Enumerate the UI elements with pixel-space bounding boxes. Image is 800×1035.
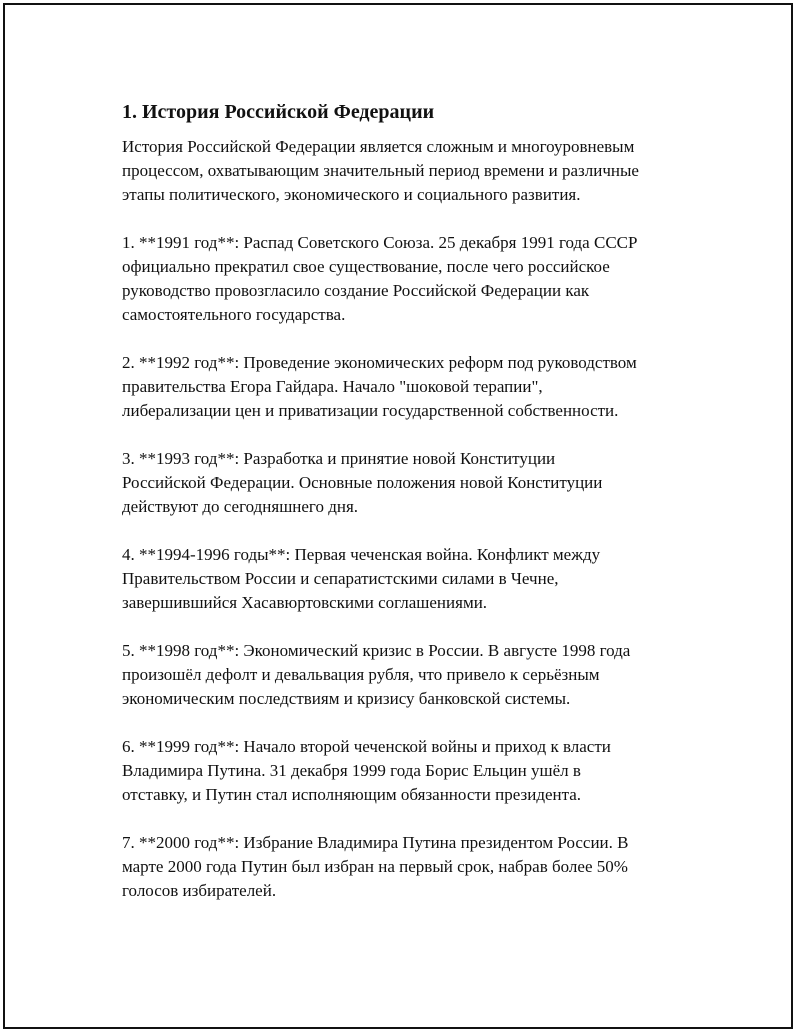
document-page [3,3,793,1029]
document-title: 1. История Российской Федерации [122,101,435,123]
timeline-item-1991: 1. **1991 год**: Распад Советского Союза. 25 декабря 1991 года СССР официально прекратил свое существование, после чего российское руководство провозгласило создание Российской Федерации как самостоятельного государства. [122,233,638,324]
document-body [122,99,722,927]
timeline-item-1999: 6. **1999 год**: Начало второй чеченской войны и приход к власти Владимира Путина. 31 декабря 1999 года Борис Ельцин ушёл в отставку, и Путин стал исполняющим обязанности президента. [122,737,611,804]
timeline-item-1993: 3. **1993 год**: Разработка и принятие новой Конституции Российской Федерации. Основные положения новой Конституции действуют до сегодняшнего дня. [122,449,603,516]
timeline-item-2000: 7. **2000 год**: Избрание Владимира Путина президентом России. В марте 2000 года Путин был избран на первый срок, набрав более 50% голосов избирателей. [122,833,629,900]
timeline-item-1998: 5. **1998 год**: Экономический кризис в России. В августе 1998 года произошёл дефолт и девальвация рубля, что привело к серьёзным экономическим последствиям и кризису банковской системы. [122,641,631,708]
timeline-item-1992: 2. **1992 год**: Проведение экономических реформ под руководством правительства Егора Гайдара. Начало "шоковой терапии", либерализации цен и приватизации государственной собственности. [122,353,637,420]
timeline-item-1994-1996: 4. **1994-1996 годы**: Первая чеченская война. Конфликт между Правительством России и сепаратистскими силами в Чечне, завершившийся Хасавюртовскими соглашениями. [122,545,601,612]
intro-paragraph: История Российской Федерации является сложным и многоуровневым процессом, охватывающим значительный период времени и различные этапы политического, экономического и социального развития. [122,137,639,204]
